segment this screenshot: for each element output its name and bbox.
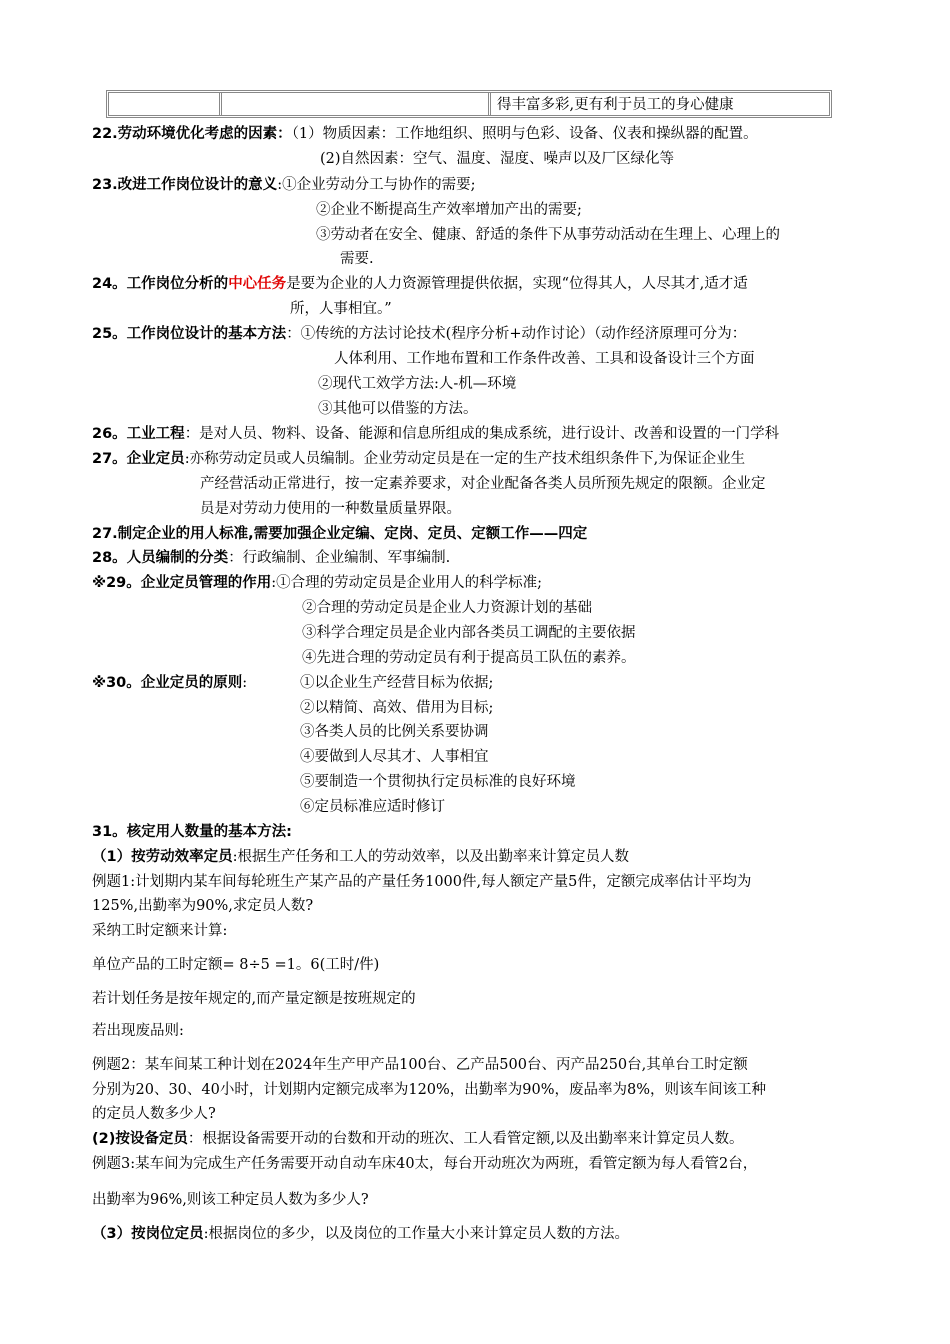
q30-item1: ①以企业生产经营目标为依据; bbox=[300, 675, 494, 691]
q29-line2: ②合理的劳动定员是企业人力资源计划的基础 bbox=[302, 600, 592, 616]
q27-line3: 员是对劳动力使用的一种数量质量界限。 bbox=[200, 501, 461, 517]
q31-method3 bbox=[92, 1224, 629, 1244]
q23-line1 bbox=[92, 175, 475, 195]
q30-item6: ⑥定员标准应适时修订 bbox=[300, 799, 445, 815]
q29-title: ※29。企业定员管理的作用 bbox=[92, 575, 272, 591]
q25-line2: 人体利用、工作地布置和工作条件改善、工具和设备设计三个方面 bbox=[334, 351, 755, 367]
q30-title: ※30。企业定员的原则 bbox=[92, 675, 243, 691]
q24-line2: 所，人事相宜。” bbox=[290, 301, 392, 317]
q22-line2: (2)自然因素：空气、温度、湿度、噪声以及厂区绿化等 bbox=[320, 151, 675, 167]
q28-text1: ：行政编制、企业编制、军事编制. bbox=[228, 550, 451, 566]
q31-ex3-line2: 出勤率为96%,则该工种定员人数为多少人? bbox=[92, 1192, 369, 1208]
q23-text1: :①企业劳动分工与协作的需要; bbox=[277, 177, 476, 193]
q26-line1 bbox=[92, 424, 779, 444]
q31-title: 31。核定用人数量的基本方法: bbox=[92, 824, 292, 840]
q31-method1-title: （1）按劳动效率定员 bbox=[92, 849, 233, 865]
q28-line1 bbox=[92, 548, 450, 568]
q25-line1 bbox=[92, 324, 746, 344]
q30-colon: : bbox=[242, 675, 248, 691]
q31-ex1-line2: 125%,出勤率为90%,求定员人数? bbox=[92, 898, 314, 914]
q31-method3-text: :根据岗位的多少，以及岗位的工作量大小来计算定员人数的方法。 bbox=[203, 1226, 629, 1242]
q31-method1-text: :根据生产任务和工人的劳动效率，以及出勤率来计算定员人数 bbox=[232, 849, 629, 865]
table-cell-empty bbox=[222, 93, 491, 115]
q24-highlight: 中心任务 bbox=[228, 276, 287, 292]
q24-text1: 是要为企业的人力资源管理提供依据，实现“位得其人，人尽其才,适才适 bbox=[286, 276, 748, 292]
q30-item3: ③各类人员的比例关系要协调 bbox=[300, 724, 489, 740]
q22-line1 bbox=[92, 124, 758, 144]
q31-ex3-line1: 例题3:某车间为完成生产任务需要开动自动车床40太，每台开动班次为两班，看管定额为每人看管2台， bbox=[92, 1156, 758, 1172]
q31-method1 bbox=[92, 847, 629, 867]
q23-title: 23.改进工作岗位设计的意义 bbox=[92, 177, 278, 193]
table-cell-empty bbox=[109, 93, 222, 115]
q27-line1 bbox=[92, 449, 745, 469]
q31-ex1-line5: 若计划任务是按年规定的,而产量定额是按班规定的 bbox=[92, 991, 416, 1007]
q25-line4: ③其他可以借鉴的方法。 bbox=[318, 401, 478, 417]
q27-line2: 产经营活动正常进行，按一定素养要求，对企业配备各类人员所预先规定的限额。企业定 bbox=[200, 476, 766, 492]
q26-text1: ：是对人员、物料、设备、能源和信息所组成的集成系统，进行设计、改善和设置的一门学科 bbox=[184, 426, 780, 442]
q26-title: 26。工业工程 bbox=[92, 426, 185, 442]
q30-line1 bbox=[92, 673, 247, 693]
table-cell-text: 得丰富多彩,更有利于员工的身心健康 bbox=[497, 97, 734, 113]
q24-title: 24。工作岗位分析的 bbox=[92, 276, 229, 292]
q27b-title: 27.制定企业的用人标准,需要加强企业定编、定岗、定员、定额工作——四定 bbox=[92, 526, 588, 542]
q28-title: 28。人员编制的分类 bbox=[92, 550, 229, 566]
q31-ex2-line1: 例题2：某车间某工种计划在2024年生产甲产品100台、乙产品500台、丙产品250台,其单台工时定额 bbox=[92, 1057, 748, 1073]
q31-method2-title: (2)按设备定员 bbox=[92, 1131, 188, 1147]
q31-ex2-line2: 分别为20、30、40小时，计划期内定额完成率为120%，出勤率为90%，废品率为8%，则该车间该工种 bbox=[92, 1082, 767, 1098]
q24-line1 bbox=[92, 274, 748, 294]
table-row bbox=[106, 90, 832, 118]
q31-method3-title: （3）按岗位定员 bbox=[92, 1226, 204, 1242]
q25-line3: ②现代工效学方法:人-机—环境 bbox=[318, 376, 517, 392]
q30-item2: ②以精简、高效、借用为目标; bbox=[300, 700, 494, 716]
q31-ex2-line3: 的定员人数多少人? bbox=[92, 1106, 216, 1122]
q22-title: 22.劳动环境优化考虑的因素： bbox=[92, 126, 292, 142]
q30-item4: ④要做到人尽其才、人事相宜 bbox=[300, 749, 489, 765]
q31-ex1-line1: 例题1:计划期内某车间每轮班生产某产品的产量任务1000件,每人额定产量5件，定额完成率估计平均为 bbox=[92, 874, 752, 890]
q31-ex1-line3: 采纳工时定额来计算: bbox=[92, 923, 228, 939]
q25-title: 25。工作岗位设计的基本方法 bbox=[92, 326, 287, 342]
q31-ex1-line6: 若出现废品则: bbox=[92, 1023, 184, 1039]
q29-line4: ④先进合理的劳动定员有利于提高员工队伍的素养。 bbox=[302, 650, 636, 666]
q25-text1: ：①传统的方法讨论技术(程序分析+动作讨论）（动作经济原理可分为： bbox=[286, 326, 747, 342]
q31-method2-text: ：根据设备需要开动的台数和开动的班次、工人看管定额,以及出勤率来计算定员人数。 bbox=[187, 1131, 744, 1147]
q29-line1 bbox=[92, 573, 542, 593]
q31-ex1-line4: 单位产品的工时定额= 8÷5 =1。6(工时/件) bbox=[92, 957, 380, 973]
q30-item5: ⑤要制造一个贯彻执行定员标准的良好环境 bbox=[300, 774, 576, 790]
q23-line4: 需要. bbox=[340, 251, 374, 267]
q29-line3: ③科学合理定员是企业内部各类员工调配的主要依据 bbox=[302, 625, 636, 641]
q23-line2: ②企业不断提高生产效率增加产出的需要; bbox=[316, 202, 582, 218]
q27-title: 27。企业定员 bbox=[92, 451, 185, 467]
q22-text1: （1）物质因素：工作地组织、照明与色彩、设备、仪表和操纵器的配置。 bbox=[291, 126, 758, 142]
q31-method2 bbox=[92, 1129, 743, 1149]
q29-text1: :①合理的劳动定员是企业用人的科学标准; bbox=[271, 575, 543, 591]
q27-text1: :亦称劳动定员或人员编制。企业劳动定员是在一定的生产技术组织条件下,为保证企业生 bbox=[184, 451, 746, 467]
q23-line3: ③劳动者在安全、健康、舒适的条件下从事劳动活动在生理上、心理上的 bbox=[316, 227, 780, 243]
